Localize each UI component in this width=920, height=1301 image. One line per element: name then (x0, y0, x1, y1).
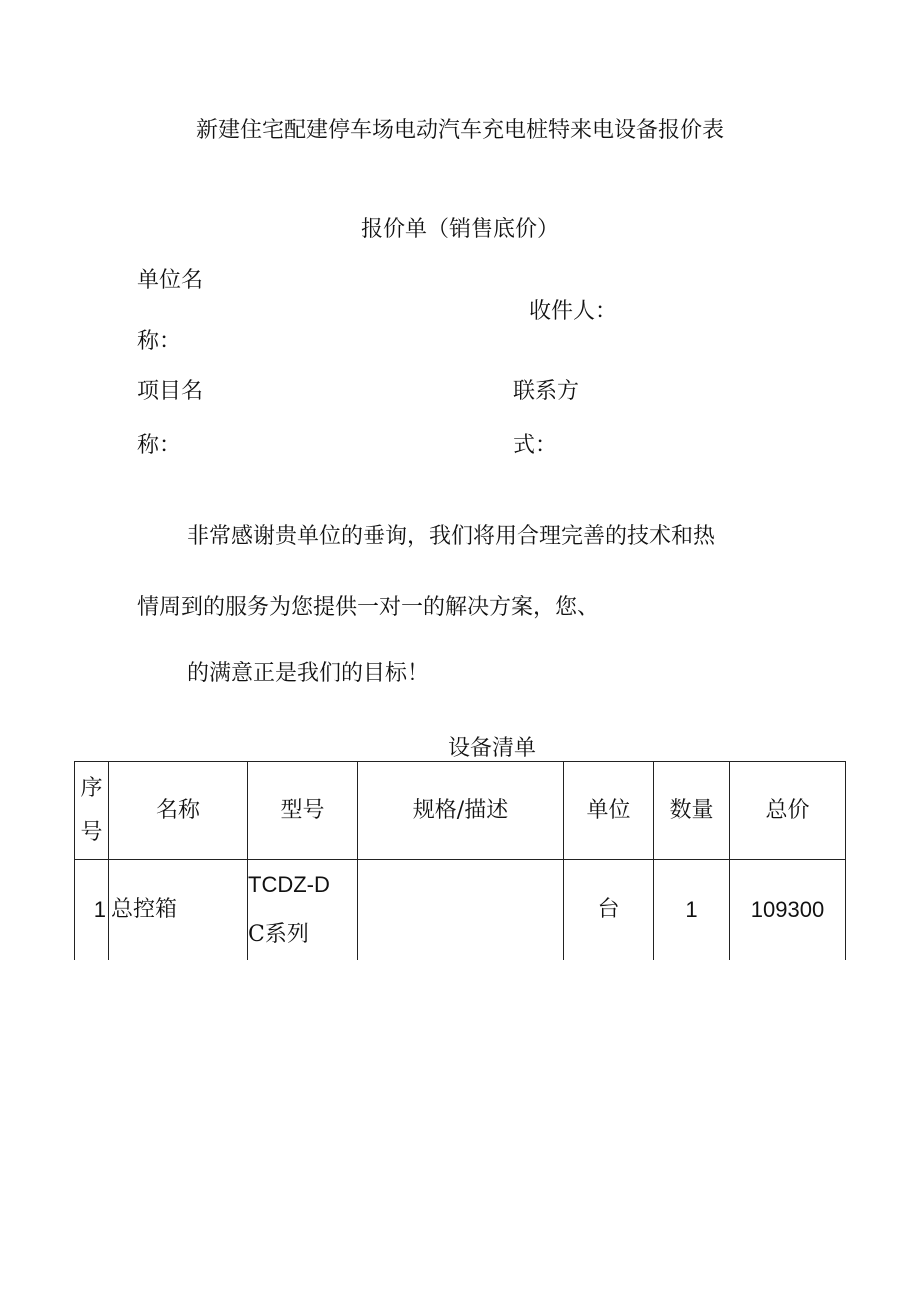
contact-label: 联系方 (513, 379, 580, 404)
table-row (75, 860, 846, 961)
equipment-table (74, 761, 846, 960)
project-name-label-cont: 称： (137, 433, 182, 458)
company-name-label: 单位名 (137, 268, 204, 293)
row-seq: 1 (75, 860, 109, 961)
header-seq-line1: 序 (80, 775, 103, 801)
header-seq-line2: 号 (80, 819, 103, 845)
document-title: 新建住宅配建停车场电动汽车充电桩特来电设备报价表 (195, 118, 724, 143)
header-name: 名称 (109, 762, 248, 860)
row-model-line1: TCDZ-D (248, 872, 330, 897)
quote-subtitle: 报价单（销售底价） (360, 217, 559, 242)
header-spec: 规格/描述 (358, 762, 564, 860)
contact-label-cont: 式： (513, 433, 558, 458)
recipient-label: 收件人： (529, 299, 618, 324)
header-unit: 单位 (564, 762, 654, 860)
company-name-label-cont: 称： (137, 329, 182, 354)
row-total: 109300 (730, 860, 846, 961)
header-model: 型号 (248, 762, 358, 860)
row-spec (358, 860, 564, 961)
intro-paragraph-line3: 的满意正是我们的目标！ (187, 661, 430, 686)
project-name-label: 项目名 (137, 379, 204, 404)
table-caption: 设备清单 (448, 736, 537, 761)
intro-paragraph-line2: 情周到的服务为您提供一对一的解决方案，您、 (137, 595, 600, 620)
header-total: 总价 (730, 762, 846, 860)
row-model (248, 860, 358, 961)
row-name: 总控箱 (109, 860, 248, 961)
table-header-row (75, 762, 846, 860)
header-qty: 数量 (654, 762, 730, 860)
row-unit: 台 (564, 860, 654, 961)
row-qty: 1 (654, 860, 730, 961)
header-seq (75, 762, 109, 860)
intro-paragraph-line1: 非常感谢贵单位的垂询，我们将用合理完善的技术和热 (187, 524, 716, 549)
row-model-line2: C系列 (248, 922, 309, 947)
